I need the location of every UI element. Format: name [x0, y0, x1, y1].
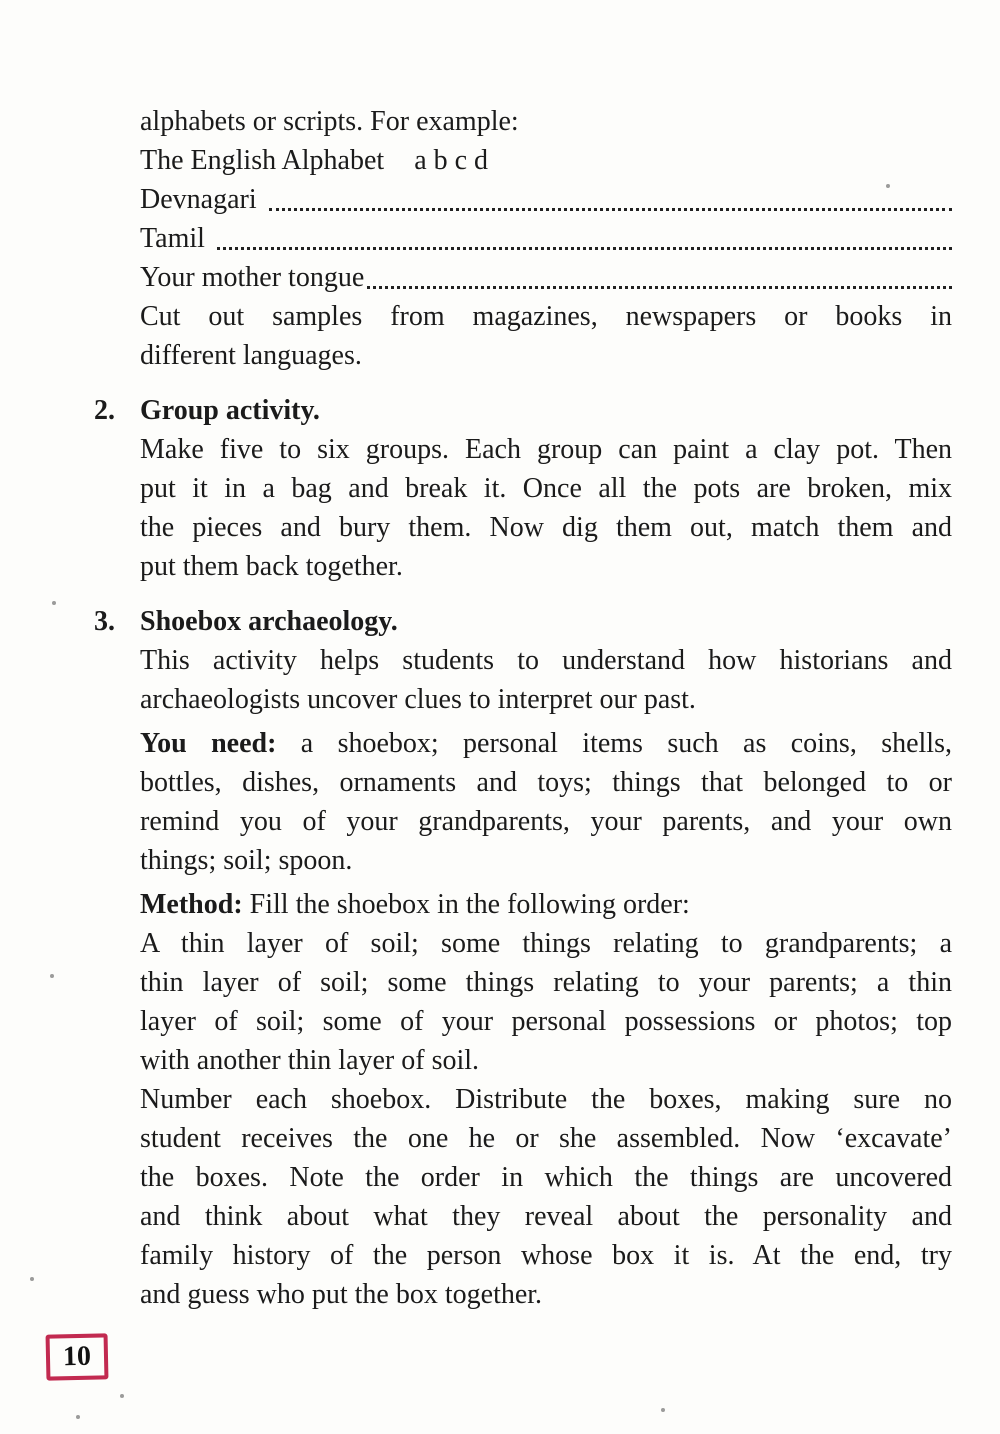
paragraph-lead: You need:	[140, 728, 277, 759]
paragraph-lead: Method:	[140, 889, 243, 920]
paragraph-line: thin layer of soil; some things relating to your parents; a thin	[140, 967, 952, 998]
paragraph-line: put it in a bag and break it. Once all the pots are broken, mix	[140, 473, 952, 504]
alphabet-label: The English Alphabet	[140, 145, 385, 176]
paragraph-line: and guess who put the box together.	[140, 1279, 543, 1310]
alphabet-sample-line	[140, 141, 952, 180]
paragraph-line: Number each shoebox. Distribute the boxes, making sure no	[140, 1084, 952, 1115]
page-number-box	[46, 1333, 109, 1380]
paragraph	[140, 297, 952, 375]
paragraph-line: remind you of your grandparents, your parents, and your own	[140, 806, 952, 837]
scan-speck	[886, 184, 890, 188]
section-heading-text: Shoebox archaeology.	[140, 606, 398, 637]
paragraph	[140, 885, 952, 924]
section-heading	[94, 602, 952, 641]
scan-speck	[120, 1394, 124, 1398]
paragraph-line: different languages.	[140, 340, 362, 371]
page-content	[94, 102, 952, 1314]
fill-line-label: Your mother tongue	[140, 262, 365, 293]
paragraph	[140, 924, 952, 1080]
fill-line-label: Tamil	[140, 223, 205, 254]
paragraph-line: This activity helps students to understand how historians and	[140, 645, 952, 676]
fill-in-line	[140, 180, 952, 219]
alphabet-letters: a b c d	[414, 145, 489, 176]
paragraph-line: A thin layer of soil; some things relating to grandparents; a	[140, 928, 952, 959]
text-blocks	[94, 102, 952, 1314]
paragraph-line: put them back together.	[140, 551, 403, 582]
paragraph-line: the pieces and bury them. Now dig them out, match them and	[140, 512, 952, 543]
paragraph	[140, 641, 952, 719]
paragraph-line: and think about what they reveal about the personality and	[140, 1201, 952, 1232]
scan-speck	[50, 974, 54, 978]
paragraph-line: archaeologists uncover clues to interpret our past.	[140, 684, 696, 715]
page-number: 10	[62, 1340, 92, 1373]
fill-in-line	[140, 258, 952, 297]
paragraph-line: the boxes. Note the order in which the things are uncovered	[140, 1162, 952, 1193]
section-number: 2.	[94, 395, 115, 426]
paragraph-line: Make five to six groups. Each group can paint a clay pot. Then	[140, 434, 952, 465]
scan-speck	[30, 1277, 34, 1281]
paragraph-line: with another thin layer of soil.	[140, 1045, 480, 1076]
dotted-leader	[217, 247, 952, 250]
paragraph	[140, 1080, 952, 1314]
fill-line-label: Devnagari	[140, 184, 257, 215]
section-number: 3.	[94, 606, 115, 637]
paragraph-line: bottles, dishes, ornaments and toys; things that belonged to or	[140, 767, 952, 798]
paragraph-line: Cut out samples from magazines, newspapers or books in	[140, 301, 952, 332]
scan-speck	[661, 1408, 665, 1412]
scan-speck	[52, 601, 56, 605]
paragraph-line: layer of soil; some of your personal possessions or photos; top	[140, 1006, 952, 1037]
paragraph-line: family history of the person whose box it is. At the end, try	[140, 1240, 952, 1271]
paragraph-line: Method: Fill the shoebox in the following order:	[140, 889, 690, 920]
text-line: alphabets or scripts. For example:	[140, 106, 519, 137]
section-heading	[94, 391, 952, 430]
paragraph	[140, 430, 952, 586]
paragraph-line: student receives the one he or she assembled. Now ‘excavate’	[140, 1123, 952, 1154]
paragraph-line: things; soil; spoon.	[140, 845, 353, 876]
scan-speck	[76, 1415, 80, 1419]
dotted-leader	[269, 208, 952, 211]
paragraph	[140, 724, 952, 880]
dotted-leader	[367, 286, 952, 289]
fill-in-line	[140, 219, 952, 258]
section-heading-text: Group activity.	[140, 395, 320, 426]
paragraph-line: You need: a shoebox; personal items such as coins, shells,	[140, 728, 952, 759]
